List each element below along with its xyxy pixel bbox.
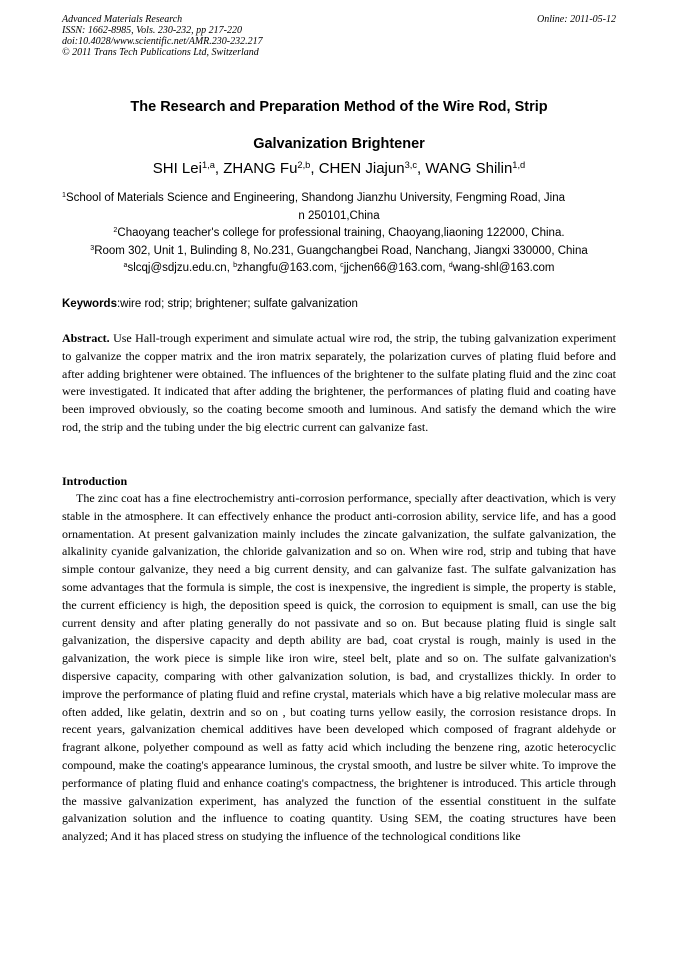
abstract — [62, 330, 616, 437]
affiliations — [62, 190, 616, 278]
abstract-text: Use Hall-trough experiment and simulate actual wire rod, the strip, the tubing galvanization experiment to galvanize the copper matrix and the iron matrix separately, the polarization curves of plating fluid before and after adding brightener were obtained. The influences of the brightener to the sulfate plating fluid and the zinc coat were investigated. It indicated that after adding the brightener, the performances of plating fluid and coating have been improved obviously, so the coating become smooth and luminous. And satisfy the demand which the wire rod, the strip and the tubing under the big electric current can galvanize fast. — [62, 331, 616, 434]
keywords — [62, 296, 616, 312]
email: $^a$slcqj@sdjzu.edu.cn, — [123, 261, 234, 274]
journal-header — [62, 14, 616, 58]
affiliation-3: $^3$Room 302, Unit 1, Bulinding 8, No.231, Guangchangbei Road, Nanchang, Jiangxi 330000, China — [90, 243, 588, 257]
issn-line: ISSN: 1662-8985, Vols. 230-232, pp 217-220 — [62, 25, 242, 36]
author: WANG Shilin$^{1,d}$ — [425, 159, 526, 177]
title-line-2: Galvanization Brightener — [253, 136, 425, 152]
doi-line: doi:10.4028/www.scientific.net/AMR.230-232.217 — [62, 36, 263, 47]
email: $^c$jjchen66@163.com, — [340, 261, 449, 274]
author: ZHANG Fu$^{2,b}$, — [223, 159, 319, 177]
affiliation-1: $^1$School of Materials Science and Engineering, Shandong Jianzhu University, Fengming Road, Jina — [62, 191, 566, 204]
email: $^b$zhangfu@163.com, — [233, 261, 341, 274]
author: CHEN Jiajun$^{3,c}$, — [318, 159, 426, 177]
affiliation-2: $^2$Chaoyang teacher's college for professional training, Chaoyang,liaoning 122000, China. — [113, 226, 565, 239]
email-list — [62, 260, 616, 278]
copyright-line: © 2011 Trans Tech Publications Ltd, Switzerland — [62, 47, 259, 58]
title-line-1: The Research and Preparation Method of the Wire Rod, Strip — [130, 99, 548, 115]
affiliation-1-continued: n 250101,China — [298, 209, 380, 222]
author: SHI Lei$^{1,a}$, — [152, 159, 224, 177]
introduction-text: The zinc coat has a fine electrochemistry anti-corrosion performance, specially after deactivation, which is very stable in the atmosphere. It can effectively enhance the product anti-corrosion ability, service life, and has a good ornamentation. At present galvanization mainly includes the zincate galvanization, the sulfate galvanization, the alkalinity cyanide galvanization, the chloride galvanization and so on. When wire rod, strip and tubing that have simple contour galvanize, they need a big current density, and can galvanize fast. The sulfate galvanization has some advantages that the formula is simple, the cost is inexpensive, the ingredient is simple, the property is stable, the current efficiency is high, the deposition speed is quick, the corrosion to equipment is small, can use the big current density and after plating generally do not passivate and so on. But because plating fluid is single salt galvanization, the dispersive capacity and depth ability are bad, coat crystal is rough, mainly is used in the galvanization, the work piece is simple like iron wire, steel belt, plate and so on. The sulfate galvanization's dispersive capacity, comparing with other galvanization solution, is bad, and crystallizes thickly. In order to improve the performance of plating fluid and refine crystal, materials which have a big relative molecular mass are often added, like gelatin, dextrin and so on , but coating turns yellow easily, the corrosion resistance drops. In recent years, galvanization chemical additives have been developed which composed of fragrant aldehyde or fragrant alkone, polyether compound as well as fatty acid which including the benzene ring, azotic heterocyclic compound, make the coating's appearance luminous, the crystal smooth, and lustre be silver white. To improve the performance of plating fluid and enhance coating's compactness, the brightener is introduced. This article through the massive galvanization experiment, has analyzed the function of the essential constituent in the sulfate galvanization solution and the influence to coating quantity. Using SEM, the coating structures have been analyzed; And it has placed stress on studying the influence of the technological conditions like — [62, 491, 616, 844]
paper-title — [62, 89, 616, 163]
journal-name: Advanced Materials Research — [62, 14, 183, 25]
keywords-label: Keywords — [62, 298, 117, 310]
online-date: Online: 2011-05-12 — [537, 14, 616, 25]
keywords-text: :wire rod; strip; brightener; sulfate galvanization — [116, 298, 358, 310]
introduction-heading: Introduction — [62, 474, 128, 488]
email: $^d$wang-shl@163.com — [448, 261, 555, 274]
author-list — [62, 159, 616, 179]
abstract-label: Abstract. — [62, 331, 110, 345]
